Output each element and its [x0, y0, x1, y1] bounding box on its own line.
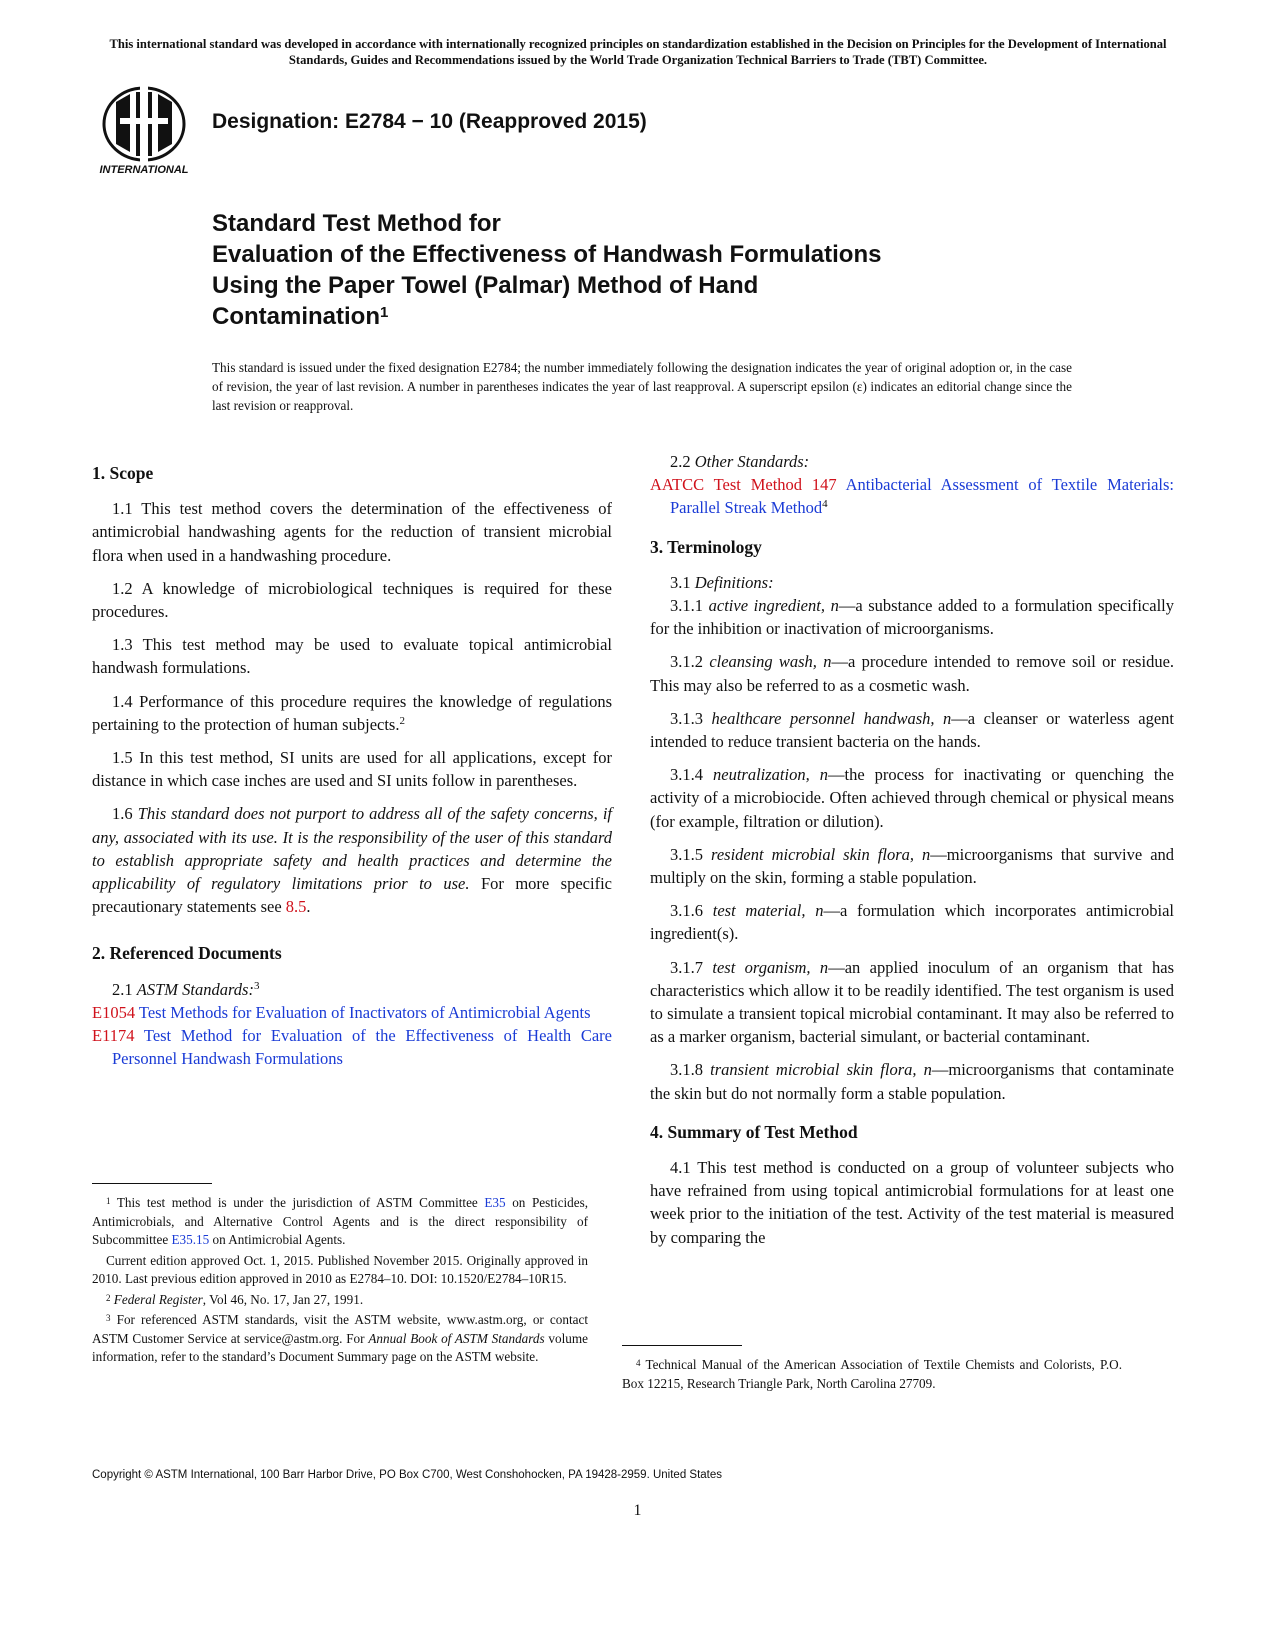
paragraph-1-1: 1.1 This test method covers the determination of the effectiveness of antimicrobial handwashing agents for the reduction of transient microbial flora when used in a handwashing procedure.	[92, 499, 612, 565]
definition-3-1-6: 3.1.6 test material, n—a formulation which incorporates antimicrobial ingredient(s).	[650, 901, 1175, 944]
ref-aatcc-title[interactable]: Antibacterial Assessment of Textile Materials: Parallel Streak Method	[670, 475, 1174, 518]
ref-e1174[interactable]	[92, 1024, 612, 1070]
footnote-rule-left	[92, 1183, 212, 1184]
right-column	[650, 450, 1174, 1259]
ref-e1174-code[interactable]: E1174	[92, 1026, 135, 1046]
paragraph-3-1: 3.1 Definitions:	[670, 572, 774, 592]
definition-3-1-8: 3.1.8 transient microbial skin flora, n—microorganisms that contaminate the skin but do not normally form a stable population.	[650, 1060, 1175, 1103]
paragraph-2-2: 2.2 Other Standards:	[670, 452, 810, 471]
ref-e1054-title[interactable]: Test Methods for Evaluation of Inactivators of Antimicrobial Agents	[135, 1002, 591, 1022]
section-heading-scope: 1. Scope	[92, 463, 154, 483]
definition-3-1-2: 3.1.2 cleansing wash, n—a procedure intended to remove soil or residue. This may also be referred to as a cosmetic wash.	[650, 652, 1175, 695]
footnote-1: $^1$ This test method is under the jurisdiction of ASTM Committee E35 on Pesticides, Antimicrobials, and Alternative Control Agents and is the direct responsibility of Subcommittee E35.15 on Antimicrobial Agents.	[92, 1195, 588, 1247]
footnote-2: $^2$ Federal Register, Vol 46, No. 17, Jan 27, 1991.	[106, 1291, 364, 1307]
paragraph-4-1: 4.1 This test method is conducted on a group of volunteer subjects who have refrained from using topical antimicrobial formulations for at least one week prior to the initiation of the test. Activity of the test material is measured by comparing the	[650, 1158, 1174, 1247]
ref-e1054[interactable]	[92, 1001, 612, 1024]
definition-3-1-1: 3.1.1 active ingredient, n—a substance added to a formulation specifically for the inhibition or inactivation of microorganisms.	[650, 596, 1174, 639]
wto-notice: This international standard was developed in accordance with internationally recognized principles on standardization established in the Decision on Principles for the Development of International Standards, Guides and Recommendations issued by the World Trade Organization Technical Barriers to Trade (TBT) Committee.	[109, 37, 1167, 67]
section-heading-summary: 4. Summary of Test Method	[650, 1121, 858, 1142]
left-column	[92, 462, 612, 1070]
paragraph-1-5: 1.5 In this test method, SI units are used for all applications, except for distance in which case inches are used and SI units follow in parentheses.	[92, 748, 612, 791]
footnote-1-edition: Current edition approved Oct. 1, 2015. Published November 2015. Originally approved in 2010. Last previous edition approved in 2010 as E2784–10. DOI: 10.1520/E2784–10R15.	[92, 1252, 588, 1286]
designation: Designation: E2784 − 10 (Reapproved 2015)	[212, 110, 647, 133]
paragraph-1-4: 1.4 Performance of this procedure requires the knowledge of regulations pertaining to the protection of human subjects.$^2$	[92, 691, 612, 734]
ref-e1174-title[interactable]: Test Method for Evaluation of the Effectiveness of Health Care Personnel Handwash Formulations	[112, 1026, 612, 1069]
ref-e1054-code[interactable]: E1054	[92, 1002, 136, 1022]
section-heading-terminology: 3. Terminology	[650, 536, 762, 557]
definition-3-1-4: 3.1.4 neutralization, n—the process for inactivating or quenching the activity of a microbiocide. Often achieved through chemical or physical means (for example, filtration or dilution).	[650, 765, 1174, 831]
definition-3-1-5: 3.1.5 resident microbial skin flora, n—microorganisms that survive and multiply on the skin, forming a stable population.	[650, 844, 1175, 888]
footnotes-left	[92, 1194, 588, 1369]
footnote-rule-right	[622, 1345, 742, 1346]
logo-org-text: INTERNATIONAL	[99, 164, 189, 176]
paragraph-1-6: 1.6 This standard does not purport to address all of the safety concerns, if any, associated with its use. It is the responsibility of the user of this standard to establish appropriate safety and health practices and determine the applicability of regulatory limitations prior to use. For more specific precautionary statements see 8.5.	[92, 804, 612, 917]
paragraph-1-3: 1.3 This test method may be used to evaluate topical antimicrobial handwash formulations.	[92, 635, 612, 678]
definition-3-1-7: 3.1.7 test organism, n—an applied inoculum of an organism that has characteristics which allow it to be readily identified. The test organism is used to simulate a transient topical microbial contaminant. It may also be referred to as a marker organism, bacterial simulant, or bacterial contaminant.	[650, 957, 1174, 1047]
title-line-1: Standard Test Method for	[212, 210, 501, 237]
ref-aatcc-147[interactable]: AATCC Test Method 147 Antibacterial Assessment of Textile Materials: Parallel Streak Method$^4$	[650, 475, 1174, 518]
link-section-8-5[interactable]: 8.5	[285, 897, 307, 917]
astm-logo	[92, 82, 196, 176]
paragraph-1-2: 1.2 A knowledge of microbiological techniques is required for these procedures.	[92, 578, 612, 622]
ref-aatcc-code[interactable]: AATCC Test Method 147	[650, 475, 837, 495]
footnote-4: $^4$ Technical Manual of the American Association of Textile Chemists and Colorists, P.O. Box 12215, Research Triangle Park, North Carolina 27709.	[622, 1357, 1122, 1391]
title-line-4: Contamination$^1$	[212, 303, 389, 330]
link-e35-15[interactable]: E35.15	[171, 1232, 210, 1247]
title-line-3: Using the Paper Towel (Palmar) Method of Hand	[212, 272, 759, 299]
footnotes-right	[622, 1356, 1122, 1395]
issue-note: This standard is issued under the fixed designation E2784; the number immediately following the designation indicates the year of original adoption or, in the case of revision, the year of last revision. A number in parentheses indicates the year of last reapproval. A superscript epsilon (ε) indicates an editorial change since the last revision or reapproval.	[212, 360, 1072, 413]
section-heading-referenced-documents: 2. Referenced Documents	[92, 943, 282, 964]
link-e35[interactable]: E35	[484, 1195, 506, 1210]
definition-3-1-3: 3.1.3 healthcare personnel handwash, n—a cleanser or waterless agent intended to reduce transient bacteria on the hands.	[650, 708, 1174, 752]
astm-logo-icon	[92, 82, 196, 176]
page-number: 1	[633, 1502, 642, 1519]
paragraph-2-1: 2.1 ASTM Standards:$^3$	[112, 979, 260, 999]
footnote-3: $^3$ For referenced ASTM standards, visit the ASTM website, www.astm.org, or contact ASTM Customer Service at service@astm.org. For Annual Book of ASTM Standards volume information, refer to the standard’s Document Summary page on the ASTM website.	[92, 1312, 588, 1364]
copyright: Copyright © ASTM International, 100 Barr Harbor Drive, PO Box C700, West Conshohocken, PA 19428-2959. United States	[92, 1469, 723, 1481]
title-footnote-mark: 1	[380, 304, 389, 321]
title-line-2: Evaluation of the Effectiveness of Handwash Formulations	[212, 241, 882, 268]
document-title	[212, 208, 1112, 332]
